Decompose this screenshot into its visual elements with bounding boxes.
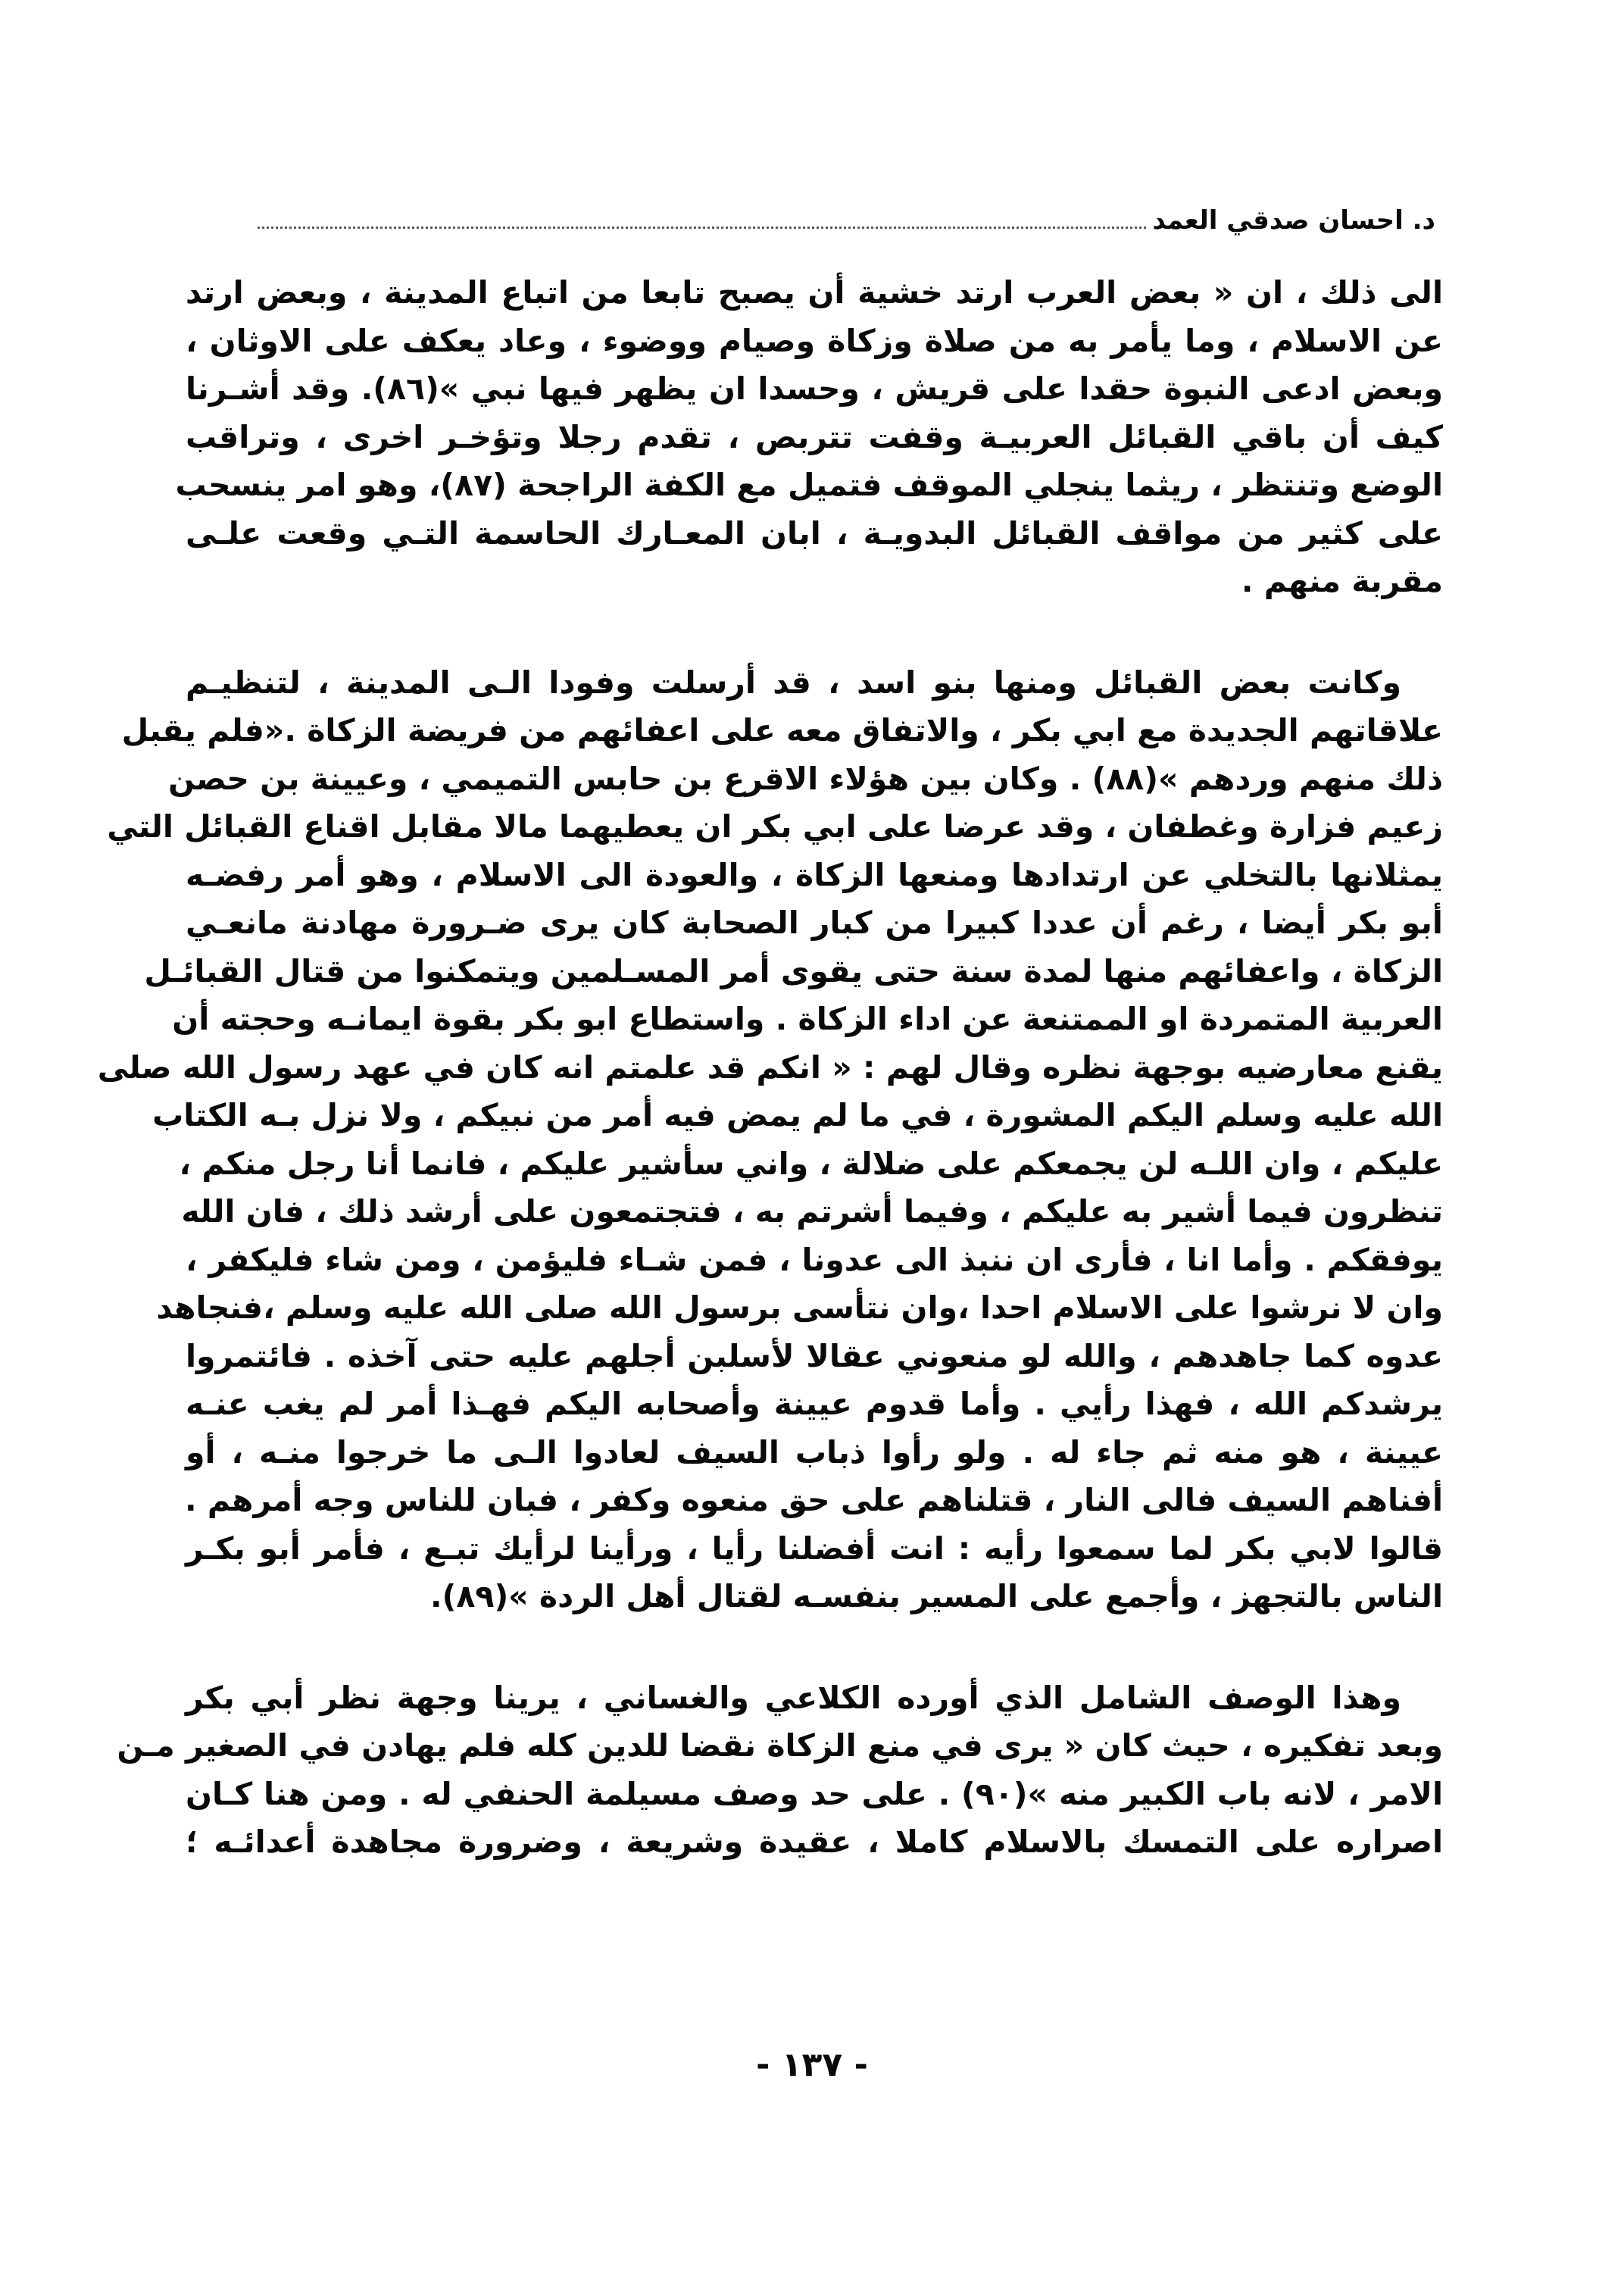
text-line: عيينة ، هو منه ثم جاء له . ولو رأوا ذباب السيف لعادوا الـى ما خرجوا منـه ، أو [186,1433,1443,1470]
text-line: قالوا لابي بكر لما سمعوا رأيه : انت أفضلنا رأيا ، ورأينا لرأيك تبـع ، فأمر أبو بكـر [186,1530,1443,1567]
text-line: وبعد تفكيره ، حيث كان « يرى في منع الزكاة نقضا للدين كله فلم يهادن في الصغير مـن [117,1727,1443,1764]
text-line: أفناهم السيف فالى النار ، قتلناهم على حق منعوه وكفر ، فبان للناس وجه أمرهم . [185,1482,1443,1518]
text-line: الزكاة ، واعفائهم منها لمدة سنة حتى يقوى أمر المسـلمين ويتمكنوا من قتال القبائـل [144,952,1443,989]
text-line: وهذا الوصف الشامل الذي أورده الكلاعي والغساني ، يرينا وجهة نظر أبي بكر [186,1679,1401,1716]
text-line: ذلك منهم وردهم »(٨٨) . وكان بين هؤلاء الاقرع بن حابس التميمي ، وعيينة بن حصن [168,760,1443,797]
text-line: يمثلانها بالتخلي عن ارتدادها ومنعها الزكاة ، والعودة الى الاسلام ، وهو أمر رفضـه [186,856,1443,893]
text-line: يوفقكم . وأما انا ، فأرى ان ننبذ الى عدونا ، فمن شـاء فليؤمن ، ومن شاء فليكفر ، [186,1241,1443,1278]
text-line: عليكم ، وان اللـه لن يجمعكم على ضلالة ، واني سأشير عليكم ، فانما أنا رجل منكم ، [179,1145,1443,1182]
text-line: علاقاتهم الجديدة مع ابي بكر ، والاتفاق معه على اعفائهم من فريضة الزكاة .«فلم يقبل [121,712,1443,749]
text-line: وكانت بعض القبائل ومنها بنو اسد ، قد أرسلت وفودا الـى المدينة ، لتنظيـم [186,664,1401,701]
paragraph-3 [117,1674,1443,1867]
paragraph-1 [175,269,1443,606]
text-line: عن الاسلام ، وما يأمر به من صلاة وزكاة وصيام ووضوء ، وعاد يعكف على الاوثان ، [186,322,1443,359]
text-line: الله عليه وسلم اليكم المشورة ، في ما لم يمض فيه أمر من نبيكم ، ولا نزل بـه الكتاب [152,1097,1443,1133]
text-line: كيف أن باقي القبائل العربيـة وقفت تتربص ، تقدم رجلا وتؤخـر اخرى ، وتراقب [186,418,1443,455]
text-line: على كثير من مواقف القبائل البدويـة ، ابان المعـارك الحاسمة التـي وقعت علـى [186,514,1443,552]
text-line: الناس بالتجهز ، وأجمع على المسير بنفسـه لقتال أهل الردة »(٨٩). [430,1578,1443,1614]
header-author-name: د. احسان صدقي العمد [1152,205,1435,236]
text-line: زعيم فزارة وغطفان ، وقد عرضا على ابي بكر ان يعطيهما مالا مقابل اقناع القبائل التي [107,808,1443,845]
paragraph-2 [97,659,1443,1621]
text-line: الوضع وتنتظر ، ريثما ينجلي الموقف فتميل مع الكفة الراجحة (٨٧)، وهو امر ينسحب [175,467,1443,503]
text-line: يرشدكم الله ، فهذا رأيي . وأما قدوم عيينة وأصحابه اليكم فهـذا أمر لم يغب عنـه [186,1386,1443,1422]
text-line: اصراره على التمسك بالاسلام كاملا ، عقيدة وشريعة ، وضرورة مجاهدة أعدائـه ؛ [186,1824,1443,1860]
text-line: يقنع معارضيه بوجهة نظره وقال لهم : « انكم قد علمتم انه كان في عهد رسول الله صلى [97,1049,1443,1086]
body-text [97,269,1443,1867]
text-line: العربية المتمردة او الممتنعة عن اداء الزكاة . واستطاع ابو بكر بقوة ايمانـه وحجته أن [172,1001,1443,1037]
text-line: تنظرون فيما أشير به عليكم ، وفيما أشرتم به ، فتجتمعون على أرشد ذلك ، فان الله [181,1193,1443,1230]
page-number: - ١٣٧ - [756,2046,868,2084]
running-header [258,195,1435,236]
header-dotted-leader [258,227,1146,229]
text-line: الى ذلك ، ان « بعض العرب ارتد خشية أن يصبح تابعا من اتباع المدينة ، وبعض ارتد [186,274,1443,311]
text-line: أبو بكر أيضا ، رغم أن عددا كبيرا من كبار الصحابة كان يرى ضـرورة مهادنة مانعـي [186,905,1443,941]
text-line: وان لا نرشوا على الاسلام احدا ،وان نتأسى برسول الله صلى الله عليه وسلم ،فنجاهد [156,1289,1443,1326]
text-line: وبعض ادعى النبوة حقدا على قريش ، وحسدا ان يظهر فيها نبي »(٨٦). وقد أشـرنا [186,370,1443,407]
text-line: الامر ، لانه باب الكبير منه »(٩٠) . على حد وصف مسيلمة الحنفي له . ومن هنا كـان [186,1775,1443,1812]
text-line: مقربة منهم . [1241,563,1443,599]
text-line: عدوه كما جاهدهم ، والله لو منعوني عقالا لأسلبن أجلهم عليه حتى آخذه . فائتمروا [186,1337,1443,1374]
